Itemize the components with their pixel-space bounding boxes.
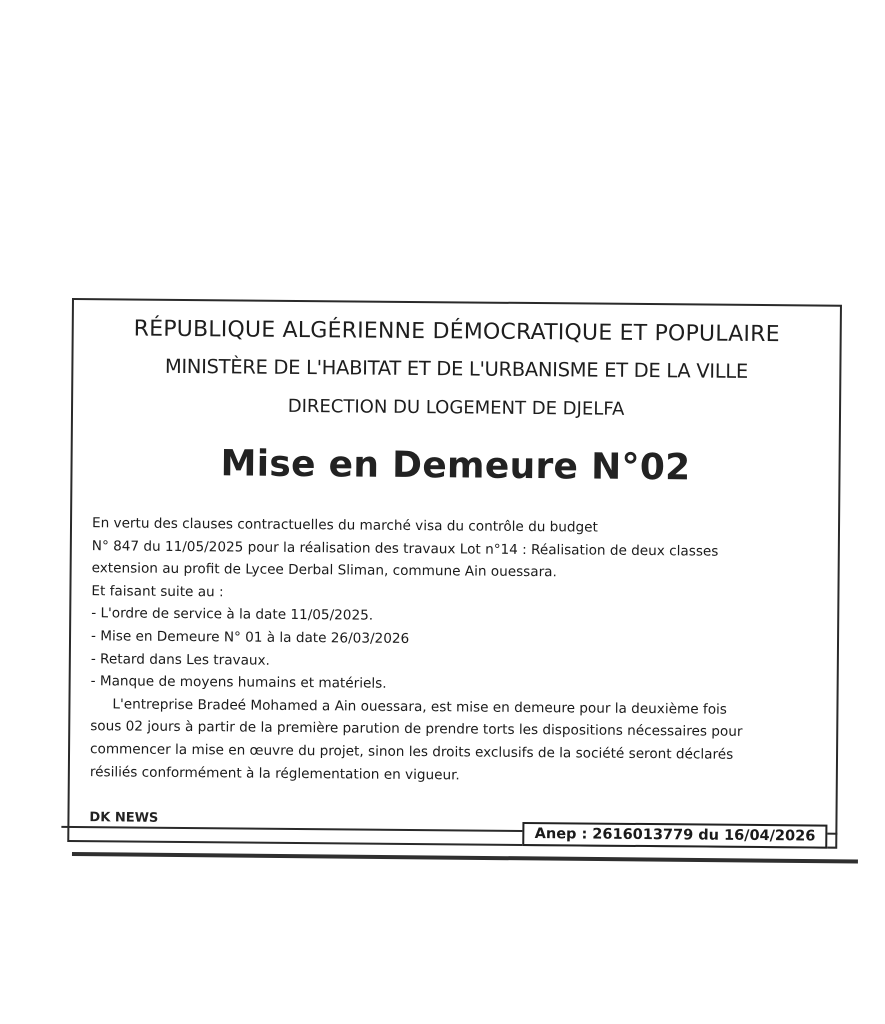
body-line: En vertu des clauses contractuelles du marché visa du contrôle du budget — [91, 515, 598, 536]
body-line: L'entreprise Bradeé Mohamed a Ain ouessara, est mise en demeure pour la deuxième fois — [112, 696, 727, 718]
body-line: - Manque de moyens humains et matériels. — [90, 673, 387, 692]
notice-body — [90, 512, 832, 790]
body-line: résiliés conformément à la réglementation en vigueur. — [89, 763, 460, 783]
newspaper-source: DK NEWS — [85, 810, 162, 826]
notice-title: Mise en Demeure N°02 — [220, 443, 691, 489]
body-line: sous 02 jours à partir de la première parution de prendre torts les dispositions nécessaires pour — [90, 718, 743, 741]
body-line: commencer la mise en œuvre du projet, sinon les droits exclusifs de la société seront déclarés — [89, 741, 734, 763]
body-line: extension au profit de Lycee Derbal Sliman, commune Ain ouessara. — [91, 560, 557, 581]
body-line: - Retard dans Les travaux. — [90, 650, 270, 669]
body-line: Et faisant suite au : — [91, 582, 224, 601]
bottom-rule — [72, 852, 858, 864]
legal-notice — [67, 298, 842, 849]
body-line: - Mise en Demeure N° 01 à la date 26/03/2026 — [90, 628, 410, 647]
header-direction: DIRECTION DU LOGEMENT DE DJELFA — [287, 395, 625, 420]
header-republic: RÉPUBLIQUE ALGÉRIENNE DÉMOCRATIQUE ET POPULAIRE — [133, 316, 780, 348]
header-ministry: MINISTÈRE DE L'HABITAT ET DE L'URBANISME ET DE LA VILLE — [164, 354, 749, 383]
body-line: N° 847 du 11/05/2025 pour la réalisation des travaux Lot n°14 : Réalisation de deux classes — [91, 537, 719, 560]
body-line: - L'ordre de service à la date 11/05/2025. — [91, 605, 374, 625]
anep-reference: Anep : 2616013779 du 16/04/2026 — [523, 822, 828, 849]
